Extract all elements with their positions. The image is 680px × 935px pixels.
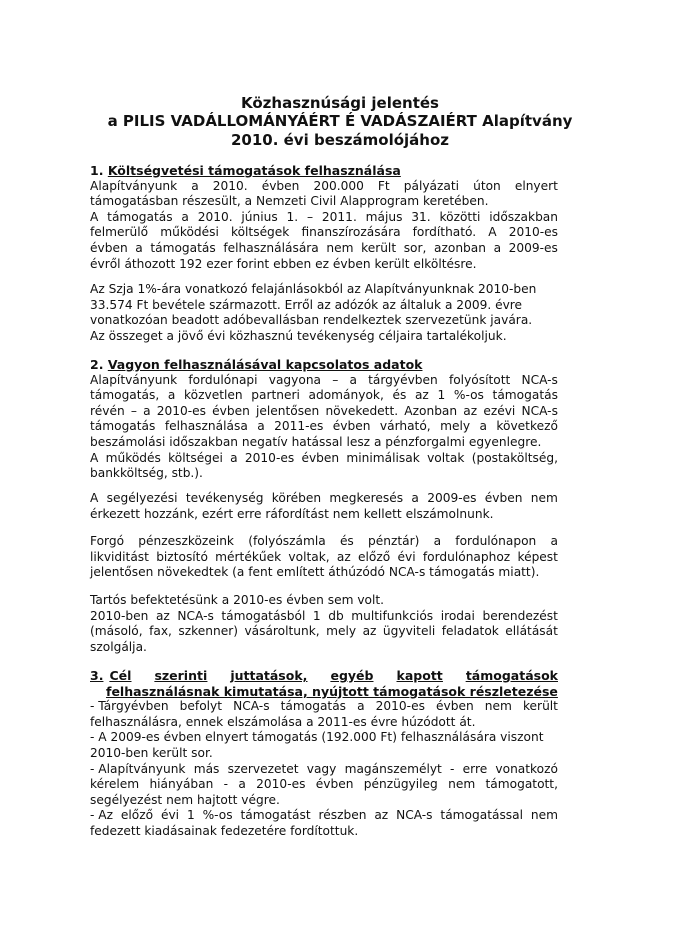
word: évben [436, 699, 474, 714]
word: a [181, 209, 189, 224]
paragraph-line: Az Szja 1%-ára vonatkozó felajánlásokból az Alapítványunknak 2010-ben [90, 282, 537, 296]
word: partneri [251, 388, 300, 403]
word: db [328, 608, 344, 623]
paragraph-line [90, 762, 558, 778]
word: segélyezési [106, 491, 178, 505]
word: voltak, [288, 549, 330, 564]
word: - Alapítványunk [90, 761, 186, 776]
word: évben [90, 240, 128, 255]
word: %-os [202, 808, 233, 823]
word: Azonban [404, 403, 458, 418]
word: felhasználása [164, 419, 248, 434]
word: pályázati [403, 178, 460, 193]
word: támogatás [107, 209, 173, 224]
paragraph-line [90, 210, 558, 226]
word: évben [484, 491, 523, 505]
word: feladatok [441, 624, 499, 639]
word: szerinti [154, 668, 208, 683]
word: a [230, 450, 238, 465]
word: megkeresés [329, 491, 404, 505]
word: támogatott, [485, 777, 558, 792]
paragraph-line: Tartós befektetésünk a 2010-es évben sem volt. [90, 593, 385, 607]
word: és [339, 534, 354, 548]
word: a [349, 372, 357, 387]
word: évben [212, 403, 250, 418]
word: 2010-es [375, 699, 425, 714]
section-1-szja-paragraph [90, 282, 558, 344]
word: részben [318, 808, 367, 823]
word: támogatásból [221, 608, 306, 623]
word: a [257, 419, 265, 434]
word: fordulónapi [188, 372, 258, 387]
word: A [90, 209, 99, 224]
word: fordulónaphoz [422, 549, 511, 564]
word: ezévi [483, 403, 516, 418]
word: hiányában [149, 777, 214, 792]
paragraph-line [90, 388, 558, 404]
word: irodai [440, 608, 475, 623]
word: május [365, 209, 403, 224]
word: körében [271, 491, 322, 505]
paragraph-line [90, 699, 558, 715]
word: (folyószámla [248, 534, 326, 548]
word: pénzügyileg [363, 777, 438, 792]
paragraph-line: beszámolási időszakban negatív hatással lesz a pénzforgalmi egyenlegre. [90, 434, 542, 449]
word: minimálisak [346, 450, 420, 465]
word: 2011. [321, 209, 357, 224]
word: tárgyévben [368, 372, 438, 387]
word: előző [358, 549, 391, 564]
word: voltak [427, 450, 465, 465]
paragraph-line [90, 609, 558, 625]
paragraph-line [90, 373, 558, 389]
word: nem [326, 240, 354, 255]
word: szervezetet [227, 761, 299, 776]
word: 200.000 [313, 178, 364, 193]
paragraph-line [90, 241, 558, 257]
word: a [143, 403, 151, 418]
word: évben [261, 178, 300, 193]
paragraph-line: 33.574 Ft bevétele származott. Erről az adózók az általuk a 2009. évre [90, 297, 523, 312]
paragraph-line [90, 624, 558, 640]
word: úton [473, 178, 501, 193]
word: Forgó [90, 534, 125, 548]
word: pénztár) [368, 534, 420, 548]
word: a [238, 777, 246, 792]
word: szkenner) [178, 624, 238, 639]
word: 1 [186, 808, 195, 823]
paragraph-line: fedezett kiadásainak fedezetére fordítottuk. [90, 823, 359, 838]
word: más [193, 761, 220, 776]
word: felhasználására [223, 240, 319, 255]
word: a [167, 388, 176, 403]
word: került [361, 240, 397, 255]
word: kérelem [90, 777, 140, 792]
word: sor, [403, 240, 427, 255]
paragraph-line: szolgálja. [90, 639, 147, 654]
report-year-subtitle: 2010. évi beszámolójához [230, 131, 450, 149]
word: fax, [149, 624, 172, 639]
paragraph-line: vonatkozóan beadott adóbevallásban rendelkeztek szervezetünk javára. [90, 313, 533, 328]
word: 2010-es [256, 777, 306, 792]
word: magánszemélyt [344, 761, 442, 776]
word: NCA-s [233, 699, 270, 714]
word: az [374, 808, 389, 823]
word: várható, [379, 419, 431, 434]
word: 2009-es [427, 491, 477, 505]
word: vásároltunk, [244, 624, 320, 639]
paragraph-line: támogatásban részesült, a Nemzeti Civil Alapprogram keretében. [90, 194, 489, 209]
word: finanszírozására [301, 225, 401, 240]
word: nem [530, 808, 558, 823]
word: felmerülő [90, 225, 149, 240]
section-2 [90, 357, 558, 482]
word: a [191, 178, 199, 193]
word: képest [517, 549, 558, 564]
foundation-name: a PILIS VADÁLLOMÁNYÁÉRT É VADÁSZAIÉRT Alapítvány [107, 112, 573, 130]
word: költségek [230, 225, 290, 240]
paragraph-line [90, 808, 558, 824]
word: fordulónapon [455, 534, 537, 548]
word: évben [332, 419, 371, 434]
word: Ft [377, 178, 390, 193]
word: 2010-es [156, 403, 206, 418]
word: 2010-es [244, 450, 295, 465]
word: - Az [90, 808, 114, 823]
word: nem [448, 777, 476, 792]
word: mely [326, 624, 357, 639]
section-3-heading-line-2: felhasználásnak kimutatása, nyújtott támogatások részletezése [106, 683, 558, 699]
word: támogatással [440, 808, 524, 823]
word: A [488, 225, 497, 240]
paragraph-line: - A 2009-es évben elnyert támogatás (192.000 Ft) felhasználására viszont [90, 730, 544, 745]
section-2-heading: 2. Vagyon felhasználásával kapcsolatos adatok [90, 357, 423, 372]
word: támogatások [465, 668, 558, 683]
section-2-liquidity-paragraph [90, 534, 558, 581]
word: (másoló, [90, 624, 143, 639]
paragraph-line: érkezett hozzánk, ezért erre ráfordítást nem kellett elszámolnunk. [90, 506, 494, 521]
word: vagyona [268, 372, 322, 387]
word: elnyert [514, 178, 558, 193]
paragraph-line [90, 404, 558, 420]
word: az [463, 403, 478, 418]
word: támogatás [90, 419, 156, 434]
word: a [357, 699, 365, 714]
word: 2010. [212, 178, 248, 193]
paragraph-line [90, 777, 558, 793]
word: a [411, 491, 419, 505]
word: következő [496, 419, 558, 434]
section-2-investment-paragraph [90, 593, 558, 655]
word: révén [90, 403, 125, 418]
paragraph-line: jelentősen növekedtek (a fent említett áthúzódó NCA-s támogatás miatt). [90, 565, 540, 580]
paragraph-line [90, 419, 558, 435]
paragraph-line [90, 225, 558, 241]
word: – [332, 372, 339, 387]
document-title: Közhasznúsági jelentés [241, 94, 439, 112]
paragraph-line [90, 534, 558, 550]
word: támogatás, [90, 388, 160, 403]
word: időszakban [489, 209, 558, 224]
word: 1. [286, 209, 299, 224]
paragraph-line: évről áthozott 192 ezer forint ebben ez évben került elköltésre. [90, 256, 477, 271]
word: - [450, 761, 455, 776]
word: ellátását [505, 624, 558, 639]
word: működési [160, 225, 219, 240]
word: (postaköltség, [471, 450, 558, 465]
word: Cél [109, 668, 132, 683]
word: Alapítványunk [90, 372, 178, 387]
word: 2011-es [274, 419, 324, 434]
paragraph-line: bankköltség, stb.). [90, 466, 203, 481]
word: fordítható. [412, 225, 477, 240]
word: mely [440, 419, 471, 434]
word: juttatások, [230, 668, 308, 683]
word: vonatkozó [495, 761, 558, 776]
word: költségei [168, 450, 223, 465]
word: NCA-s [396, 808, 433, 823]
paragraph-line [90, 491, 558, 507]
word: NCA-s [177, 608, 214, 623]
word: a [135, 240, 143, 255]
word: folyósított [448, 372, 511, 387]
word: Alapítványunk [90, 178, 178, 193]
word: támogatást [240, 808, 311, 823]
word: közvetlen [184, 388, 243, 403]
word: tevékenység [185, 491, 264, 505]
paragraph-line [90, 550, 558, 566]
word: működés [105, 450, 161, 465]
paragraph-line: segélyezést nem hajtott végre. [90, 792, 280, 807]
word: egyéb [330, 668, 374, 683]
word: a [550, 534, 558, 548]
word: a [493, 240, 502, 255]
word: nem [484, 699, 512, 714]
word: A [90, 491, 99, 505]
word: a [433, 534, 442, 548]
word: és [392, 388, 407, 403]
section-1 [90, 163, 558, 272]
word: NCA-s [521, 403, 558, 418]
word: 31. [411, 209, 431, 224]
word: jelentősen [255, 403, 320, 418]
word: előző [120, 808, 154, 823]
word: a [479, 419, 487, 434]
word: 2010. [197, 209, 233, 224]
word: adományok, [308, 388, 384, 403]
word: – [307, 209, 314, 224]
word: vagy [306, 761, 337, 776]
word: – [130, 403, 137, 418]
word: az [336, 549, 351, 564]
word: 2010-ben [90, 608, 149, 623]
word: az [362, 624, 377, 639]
word: erre [462, 761, 488, 776]
word: nem [530, 491, 558, 505]
paragraph-line [90, 451, 558, 467]
word: NCA-s [521, 372, 558, 387]
section-1-heading: 1. Költségvetési támogatások felhasználása [90, 163, 401, 178]
section-3-heading: 3. Cél szerinti juttatások, egyéb kapott támogatások [90, 668, 558, 683]
word: pénzeszközeink [138, 534, 234, 548]
paragraph-line: Az összeget a jövő évi közhasznú tevékenység céljaira tartalékoljuk. [90, 328, 507, 343]
word: támogatás [150, 240, 216, 255]
word: az [414, 388, 429, 403]
word: évi [160, 808, 180, 823]
word: évi [397, 549, 416, 564]
word: az [155, 608, 170, 623]
word: ügyviteli [382, 624, 436, 639]
word: 2010-es [508, 225, 558, 240]
paragraph-line: 2010-ben került sor. [90, 745, 213, 760]
word: befolyt [179, 699, 223, 714]
word: került [522, 699, 558, 714]
word: multifunkciós [351, 608, 434, 623]
word: évben [301, 450, 340, 465]
word: 2009-es [508, 240, 558, 255]
word: évben [315, 777, 354, 792]
word: azonban [434, 240, 486, 255]
word: A [90, 450, 99, 465]
word: mértékűek [215, 549, 282, 564]
word: támogatás [280, 699, 347, 714]
paragraph-line [90, 179, 558, 195]
section-2-aid-paragraph [90, 491, 558, 522]
section-3 [90, 668, 558, 840]
paragraph-line: felhasználásra, ennek elszámolása a 2011-es évre húzódott át. [90, 714, 476, 729]
word: likviditást [90, 549, 149, 564]
word: növekedett. [325, 403, 399, 418]
word: biztosító [156, 549, 208, 564]
word: támogatás [492, 388, 558, 403]
word: közötti [439, 209, 481, 224]
word: kapott [396, 668, 443, 683]
word: - Tárgyévben [90, 699, 169, 714]
word: 1 [437, 388, 446, 403]
word: június [241, 209, 278, 224]
word: %-os [453, 388, 484, 403]
word: 1 [312, 608, 321, 623]
word: - [223, 777, 229, 792]
word: berendezést [482, 608, 558, 623]
